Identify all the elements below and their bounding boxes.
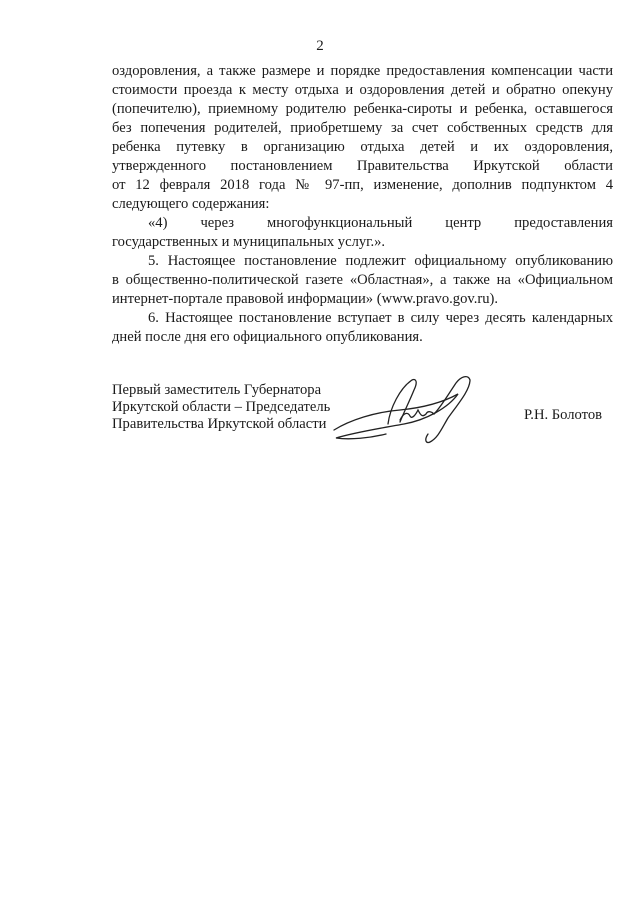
page-number: 2 [316, 38, 324, 54]
body-line: следующего содержания: [112, 196, 270, 212]
body-line: ребенка путевку в организацию отдыха детей и их оздоровления, [112, 139, 613, 155]
handwritten-signature [330, 368, 480, 448]
signatory-title-line: Иркутской области – Председатель [112, 399, 331, 415]
body-line: 6. Настоящее постановление вступает в силу через десять календарных [148, 310, 613, 326]
body-line: без попечения родителей, приобретшему за счет собственных средств для [112, 120, 613, 136]
signatory-name: Р.Н. Болотов [524, 407, 603, 423]
body-line: стоимости проезда к месту отдыха и оздоровления детей и обратно опекуну [112, 82, 613, 98]
signatory-title [112, 382, 330, 433]
body-line: 5. Настоящее постановление подлежит официальному опубликованию [148, 253, 613, 269]
body-line: оздоровления, а также размере и порядке предоставления компенсации части [112, 63, 613, 79]
body-line: в общественно-политической газете «Областная», а также на «Официальном [112, 272, 613, 288]
body-line: утвержденного постановлением Правительства Иркутской области [112, 158, 613, 174]
document-body [112, 62, 613, 347]
body-line: государственных и муниципальных услуг.». [112, 234, 386, 250]
body-line: интернет-портале правовой информации» (www.pravo.gov.ru). [112, 291, 499, 307]
body-line: дней после дня его официального опубликования. [112, 329, 423, 345]
body-line: от 12 февраля 2018 года № 97-пп, изменение, дополнив подпунктом 4 [112, 177, 613, 193]
body-line: (попечителю), приемному родителю ребенка-сироты и ребенка, оставшегося [112, 101, 613, 117]
signatory-title-line: Правительства Иркутской области [112, 416, 327, 432]
body-line: «4) через многофункциональный центр предоставления [148, 215, 613, 231]
signatory-title-line: Первый заместитель Губернатора [112, 382, 322, 398]
